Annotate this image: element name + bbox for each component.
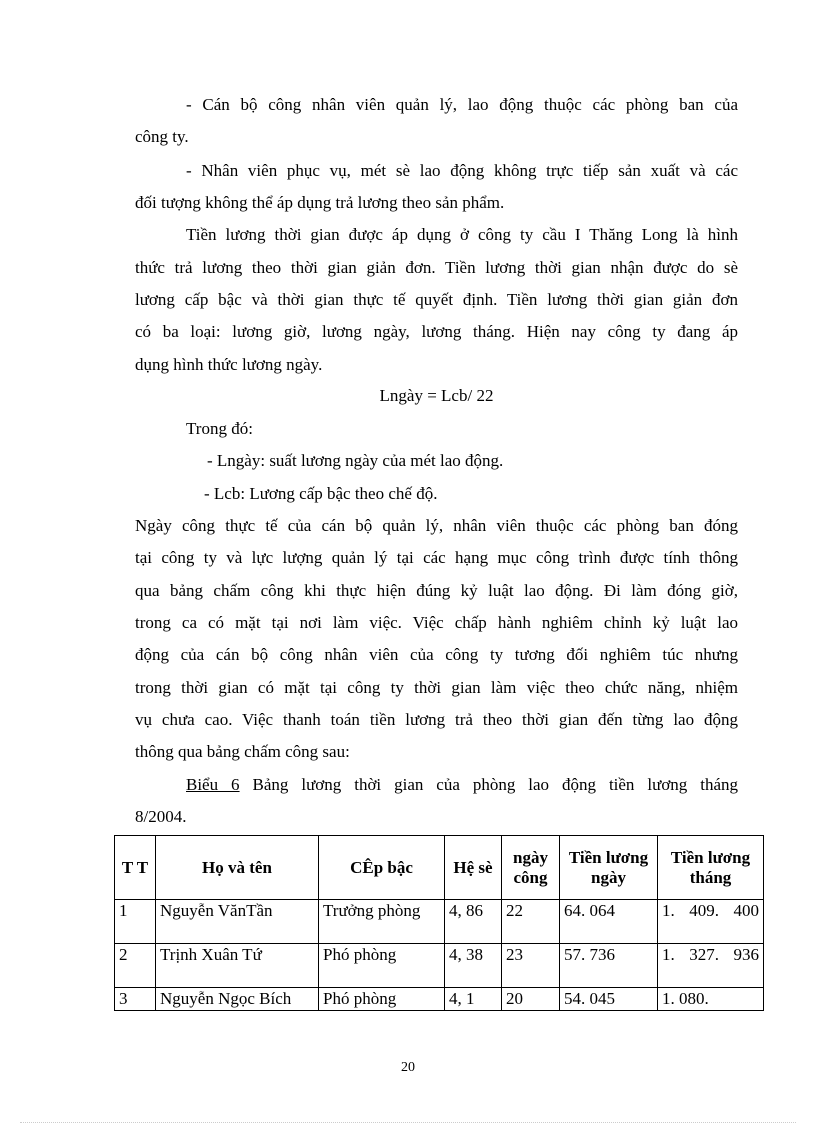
header-daily-wage: Tiền lương ngày	[560, 836, 658, 900]
cell-workdays: 22	[502, 900, 560, 944]
paragraph-line: trong ca có mặt tại nơi làm việc. Việc chấp hành nghiêm chỉnh kỷ luật lao	[135, 613, 738, 632]
header-coefficient: Hệ sè	[445, 836, 502, 900]
paragraph-line: tại công ty và lực lượng quản lý tại các hạng mục công trình được tính thông	[135, 548, 738, 567]
text-line: Trong đó:	[186, 419, 253, 438]
cell-daily-wage: 54. 045	[560, 988, 658, 1011]
table-caption	[186, 769, 738, 801]
cell-monthly-wage: 1. 409. 400	[658, 900, 764, 944]
text-line: đối tượng không thể áp dụng trả lương theo sản phẩm.	[135, 193, 505, 212]
cell-workdays: 23	[502, 944, 560, 988]
header-workdays: ngày công	[502, 836, 560, 900]
paragraph-line: động của cán bộ công nhân viên của công ty tương đối nghiêm túc nhưng	[135, 645, 738, 664]
cell-coefficient: 4, 38	[445, 944, 502, 988]
paragraph-line: dụng hình thức lương ngày.	[135, 355, 323, 374]
paragraph-line: thức trả lương theo thời gian giản đơn. Tiền lương thời gian nhận được do sè	[135, 258, 738, 277]
paragraph-line: trong thời gian có mặt tại công ty thời gian làm việc theo chức năng, nhiệm	[135, 678, 738, 697]
cell-monthly-wage: 1. 327. 936	[658, 944, 764, 988]
cell-tt: 2	[115, 944, 156, 988]
cell-daily-wage: 57. 736	[560, 944, 658, 988]
table-header-row	[115, 836, 764, 900]
caption-label: Biểu 6	[186, 775, 240, 794]
paragraph-line: Ngày công thực tế của cán bộ quản lý, nhân viên thuộc các phòng ban đóng	[135, 516, 738, 535]
bullet-line: - Cán bộ công nhân viên quản lý, lao động thuộc các phòng ban của	[186, 95, 738, 114]
cell-grade: Phó phòng	[319, 988, 445, 1011]
table-row	[115, 944, 764, 988]
header-grade: CÊp bậc	[319, 836, 445, 900]
table-row	[115, 900, 764, 944]
page-number: 20	[401, 1060, 415, 1075]
paragraph-line: Tiền lương thời gian được áp dụng ở công ty cầu I Thăng Long là hình	[186, 225, 738, 244]
definition-line: - Lcb: Lương cấp bậc theo chế độ.	[204, 484, 438, 503]
bullet-line: - Nhân viên phục vụ, mét sè lao động không trực tiếp sản xuất và các	[186, 161, 738, 180]
header-tt: T T	[115, 836, 156, 900]
paragraph-line: lương cấp bậc và thời gian thực tế quyết định. Tiền lương thời gian giản đơn	[135, 290, 738, 309]
cell-tt: 3	[115, 988, 156, 1011]
header-name: Họ và tên	[156, 836, 319, 900]
cell-name: Nguyễn VănTần	[156, 900, 319, 944]
cell-grade: Trưởng phòng	[319, 900, 445, 944]
table-row	[115, 988, 764, 1011]
text-line: công ty.	[135, 127, 189, 146]
header-monthly-wage: Tiền lương tháng	[658, 836, 764, 900]
paragraph-line: có ba loại: lương giờ, lương ngày, lương tháng. Hiện nay công ty đang áp	[135, 322, 738, 341]
cell-name: Trịnh Xuân Tứ	[156, 944, 319, 988]
cell-name: Nguyễn Ngọc Bích	[156, 988, 319, 1011]
paragraph-line: qua bảng chấm công khi thực hiện đúng kỷ luật lao động. Đi làm đóng giờ,	[135, 581, 738, 600]
formula: Lngày = Lcb/ 22	[379, 386, 494, 405]
cell-grade: Phó phòng	[319, 944, 445, 988]
cell-coefficient: 4, 86	[445, 900, 502, 944]
paragraph-line: thông qua bảng chấm công sau:	[135, 742, 350, 761]
caption-text: Bảng lương thời gian của phòng lao động tiền lương tháng	[252, 775, 739, 794]
cell-daily-wage: 64. 064	[560, 900, 658, 944]
cell-workdays: 20	[502, 988, 560, 1011]
caption-continuation: 8/2004.	[135, 807, 187, 826]
cell-monthly-wage: 1. 080.	[658, 988, 764, 1011]
salary-table	[114, 835, 764, 1011]
cell-tt: 1	[115, 900, 156, 944]
definition-line: - Lngày: suất lương ngày của mét lao động.	[207, 451, 504, 470]
paragraph-line: vụ chưa cao. Việc thanh toán tiền lương trả theo thời gian đến từng lao động	[135, 710, 738, 729]
cell-coefficient: 4, 1	[445, 988, 502, 1011]
